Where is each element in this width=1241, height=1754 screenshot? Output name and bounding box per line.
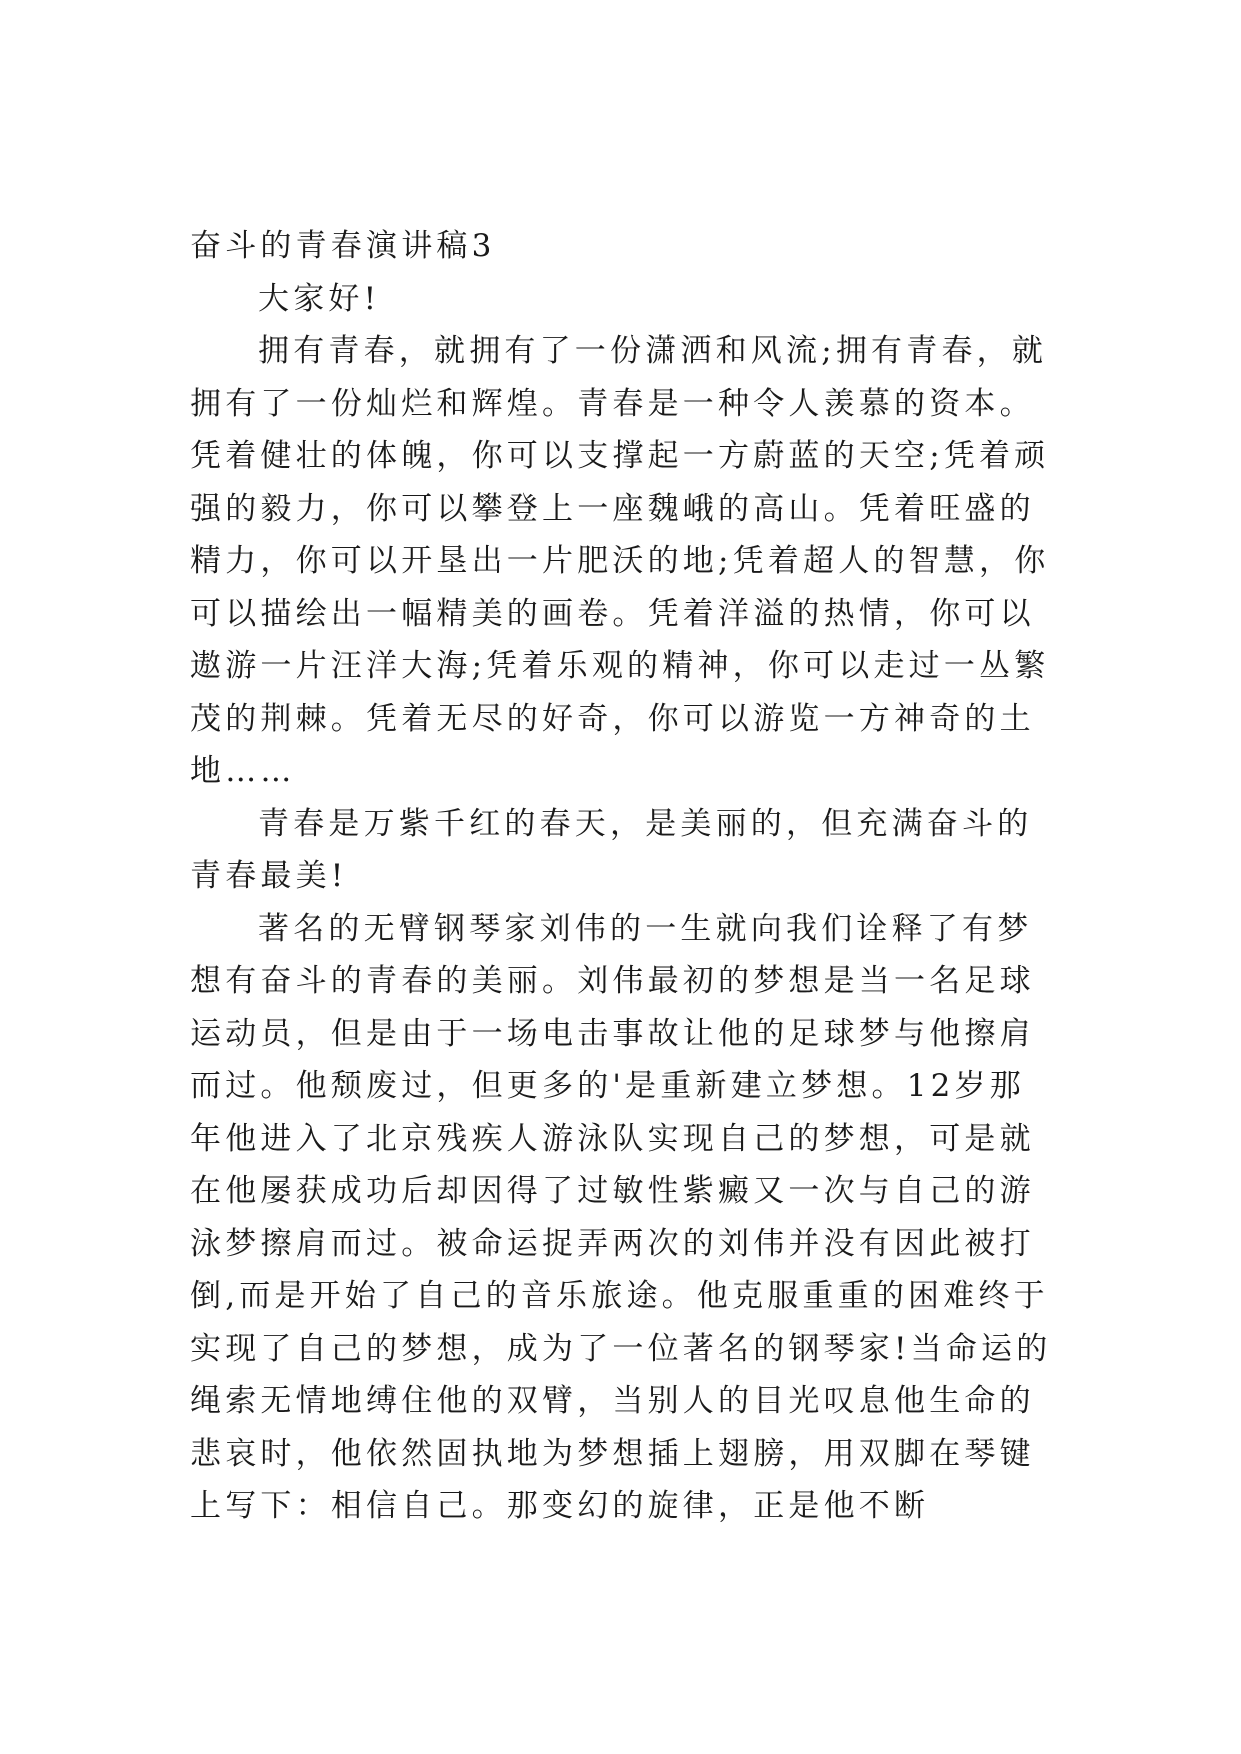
document-body [190, 220, 1055, 1533]
paragraph-greeting: 大家好! [258, 280, 381, 317]
paragraph-youth-capital: 拥有青春，就拥有了一份潇洒和风流;拥有青春，就拥有了一份灿烂和辉煌。青春是一种令人羡慕的资本。凭着健壮的体魄，你可以支撑起一方蔚蓝的天空;凭着顽强的毅力，你可以攀登上一座魏峨的高山。凭着旺盛的精力，你可以开垦出一片肥沃的地;凭着超人的智慧，你可以描绘出一幅精美的画卷。凭着洋溢的热情，你可以遨游一片汪洋大海;凭着乐观的精神，你可以走过一丛繁茂的荆棘。凭着无尽的好奇，你可以游览一方神奇的土地…… [190, 333, 1050, 789]
document-title: 奋斗的青春演讲稿3 [190, 228, 496, 264]
paragraph-youth-spring: 青春是万紫千红的春天，是美丽的，但充满奋斗的青春最美! [190, 805, 1033, 894]
paragraph-liu-wei-story: 著名的无臂钢琴家刘伟的一生就向我们诠释了有梦想有奋斗的青春的美丽。刘伟最初的梦想是当一名足球运动员，但是由于一场电击事故让他的足球梦与他擦肩而过。他颓废过，但更多的'是重新建立梦想。12岁那年他进入了北京残疾人游泳队实现自己的梦想，可是就在他屡获成功后却因得了过敏性紫癜又一次与自己的游泳梦擦肩而过。被命运捉弄两次的刘伟并没有因此被打倒,而是开始了自己的音乐旅途。他克服重重的困难终于实现了自己的梦想，成为了一位著名的钢琴家!当命运的绳索无情地缚住他的双臂，当别人的目光叹息他生命的悲哀时，他依然固执地为梦想插上翅膀，用双脚在琴键上写下：相信自己。那变幻的旋律，正是他不断 [190, 910, 1052, 1524]
